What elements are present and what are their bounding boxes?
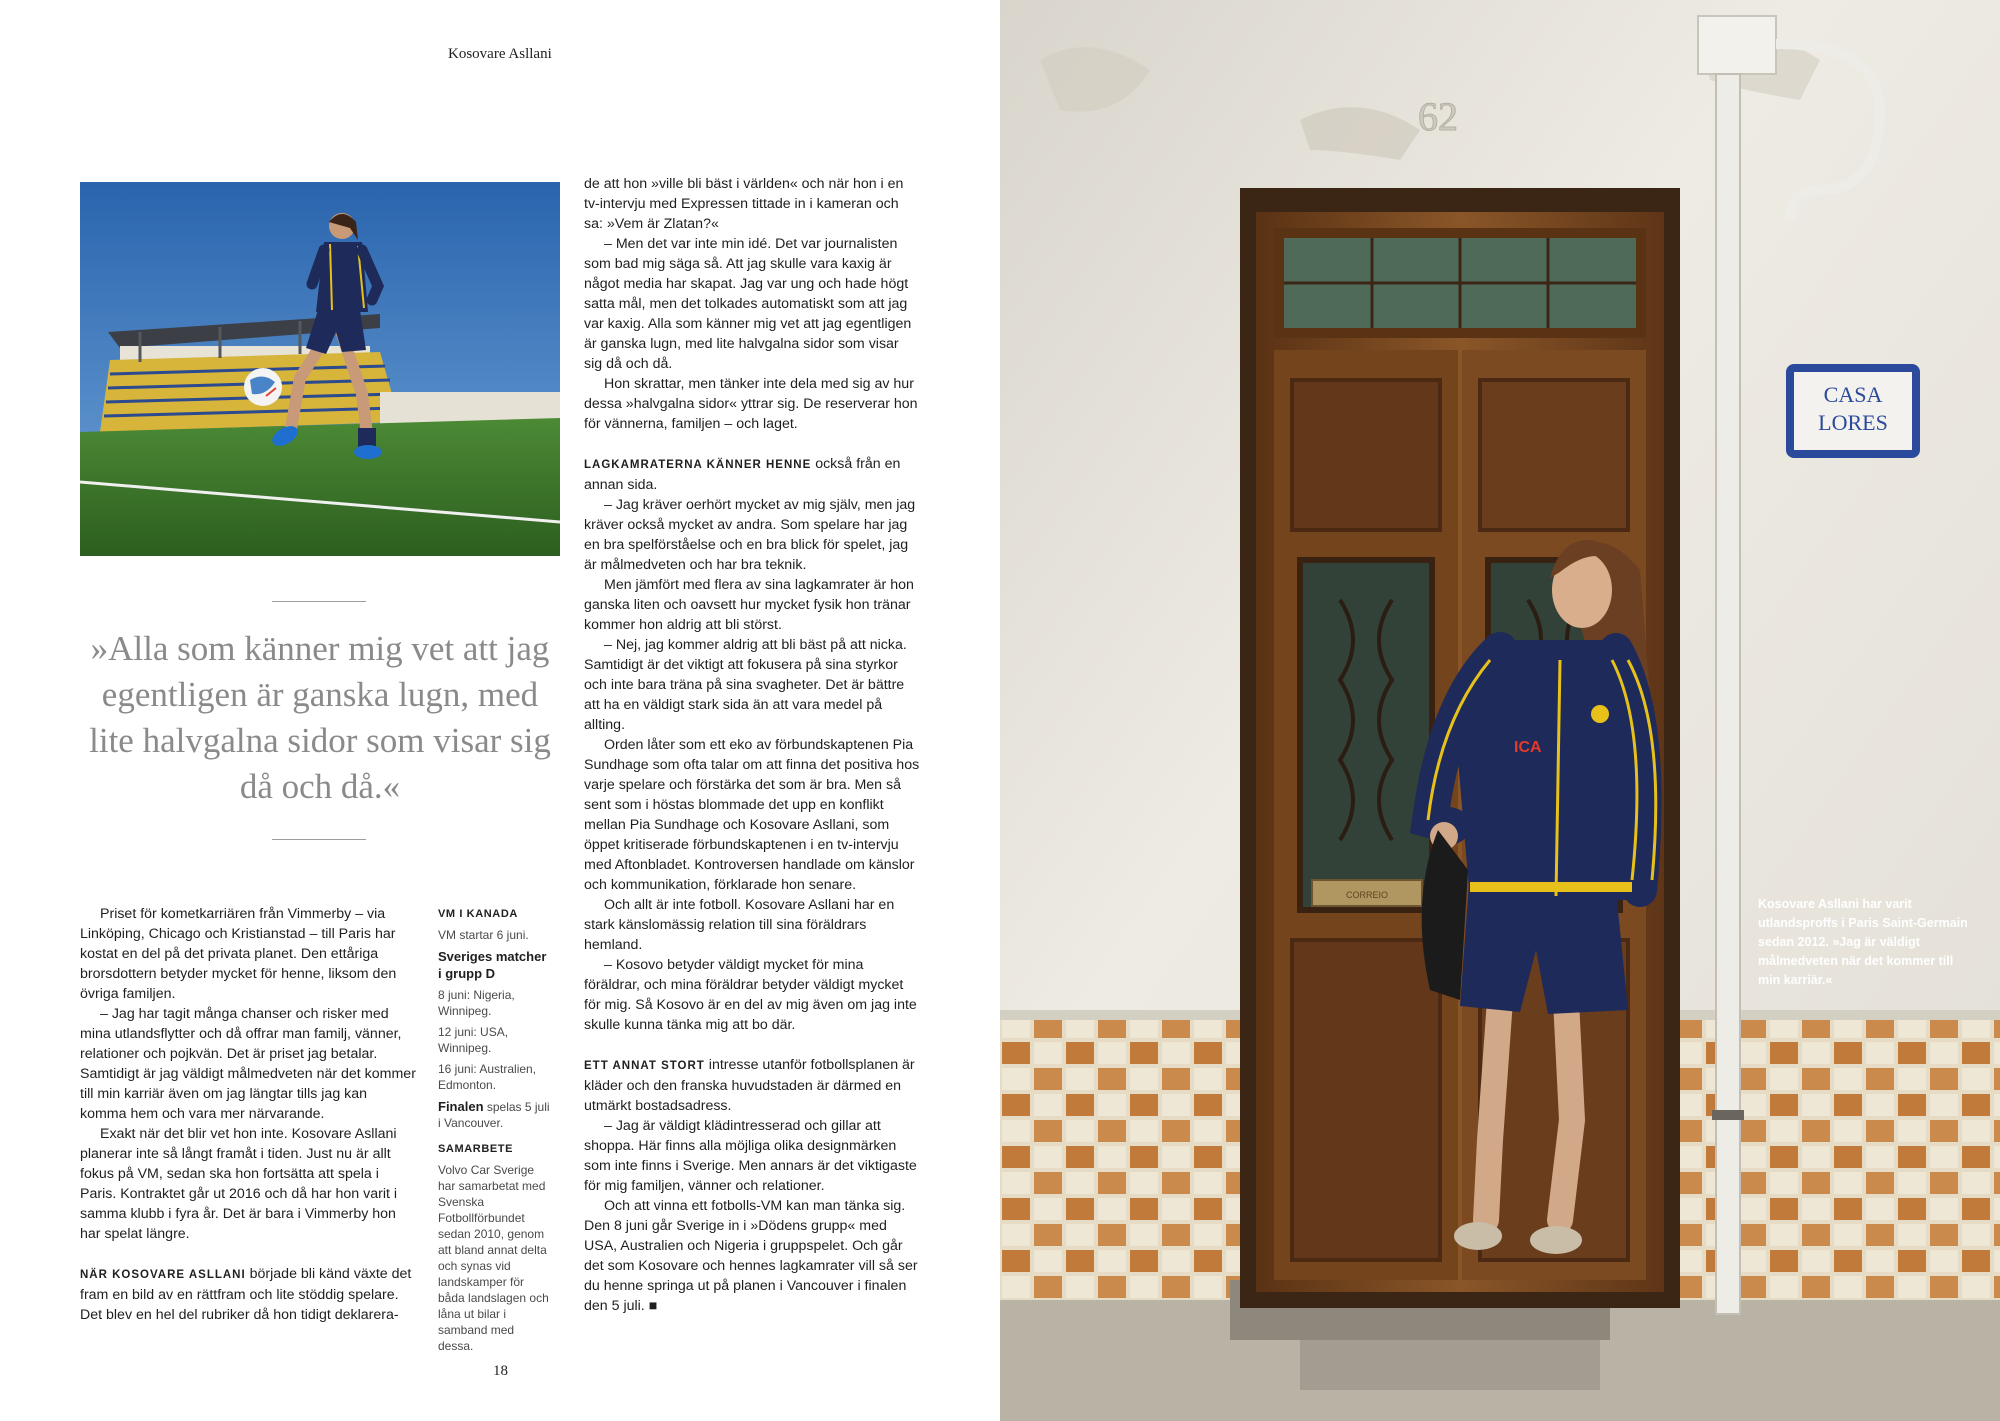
factbox-partner-heading: SAMARBETE (438, 1143, 514, 1155)
paragraph: Hon skrattar, men tänker inte dela med sig av hur dessa »halvgalna sidor« yttrar sig. De reserverar hon för vännerna, familjen – och laget. (584, 376, 918, 432)
pullquote-rule-top (272, 601, 366, 602)
factbox-match: 12 juni: USA, Winnipeg. (438, 1025, 509, 1055)
inset-photo-illustration (80, 182, 560, 556)
factbox-final (438, 1098, 550, 1131)
section-kicker: ETT ANNAT STORT (584, 1060, 705, 1072)
section-paragraph (584, 454, 920, 495)
factbox-final-text: spelas 5 juli i Vancouver. (438, 1100, 550, 1130)
factbox-group-heading: Sveriges matcher i grupp D (438, 949, 547, 981)
paragraph: Men jämfört med flera av sina lagkamrater är hon ganska liten och oavsett hur mycket fysik hon tränar kommer hon aldrig att bli störst. (584, 577, 914, 633)
pullquote: »Alla som känner mig vet att jag egentligen är ganska lugn, med lite halvgalna sidor som visar sig då och då.« (89, 629, 551, 806)
pullquote-rule-bottom (272, 839, 366, 840)
inset-photo-football-player (80, 182, 560, 556)
article-column-1 (80, 904, 416, 1325)
sign-line-1: CASA (1823, 382, 1883, 407)
house-number: 62 (1418, 94, 1458, 139)
factbox-heading: VM I KANADA (438, 908, 518, 920)
section-kicker: LAGKAMRATERNA KÄNNER HENNE (584, 459, 812, 471)
paragraph: Priset för kometkarriären från Vimmerby – via Linköping, Chicago och Kristianstad – till Paris har kostat en del på det privata planet. Den ettåriga brorsdottern betyder mycket för henne, liksom den övriga familjen. (80, 906, 397, 1002)
photo-caption: Kosovare Asllani har varit utlandsproffs i Paris Saint-Germain sedan 2012. »Jag är väldigt målmedveten när det kommer till min karriär.« (1758, 897, 1968, 987)
section-kicker: NÄR KOSOVARE ASLLANI (80, 1269, 246, 1281)
section-paragraph (80, 1264, 416, 1325)
article-column-2 (584, 174, 920, 1316)
factbox (438, 906, 550, 1359)
mailbox-label: CORREIO (1345, 890, 1389, 900)
paragraph: Och att vinna ett fotbolls-VM kan man tänka sig. Den 8 juni går Sverige in i »Dödens grupp« med USA, Australien och Nigeria i gruppspelet. Och går det som Kosovare och hennes lagkamrater vill så ser du henne springa ut på planen i Vancouver i finalen den 5 juli. ■ (584, 1198, 918, 1314)
paragraph: Och allt är inte fotboll. Kosovare Asllani har en stark känslomässig relation till sina föräldrars hemland. (584, 897, 895, 953)
section-paragraph (584, 1055, 920, 1116)
paragraph: Exakt när det blir vet hon inte. Kosovare Asllani planerar inte så långt framåt i tiden. Just nu är allt fokus på VM, sedan ska hon fortsätta att spela i Paris. Kontraktet går ut 2016 och då har hon varit i samma klubb i fyra år. Det är bara i Vimmerby hon har spelat längre. (80, 1126, 398, 1242)
paragraph: – Jag är väldigt klädintresserad och gillar att shoppa. Här finns alla möjliga olika designmärken som inte finns i Sverige. Men annars är det viktigaste för mig familjen, vänner och relationer. (584, 1118, 917, 1194)
factbox-match: 16 juni: Australien, Edmonton. (438, 1062, 537, 1092)
paragraph: – Kosovo betyder väldigt mycket för mina föräldrar, och mina föräldrar betyder väldigt mycket för mig. Så Kosovo är en del av mig även om jag inte skulle kunna tänka mig att bo där. (584, 957, 917, 1033)
paragraph: – Jag kräver oerhört mycket av mig själv, men jag kräver också mycket av andra. Som spelare har jag en bra spelförståelse och en bra blick för spelet, jag är målmedveten och har bra teknik. (584, 497, 916, 573)
section-text: intresse utanför fotbollsplanen är kläder och den franska huvudstaden är därmed en utmärkt bostadsadress. (584, 1057, 915, 1114)
paragraph: de att hon »ville bli bäst i världen« och när hon i en tv-intervju med Expressen tittade in i kameran och sa: »Vem är Zlatan?« (584, 176, 904, 232)
running-head: Kosovare Asllani (448, 46, 552, 62)
factbox-partner-text: Volvo Car Sverige har samarbetat med Svenska Fotbollförbundet sedan 2010, genom att bland annat delta och synas vid landskamper för båda landslagen och låna ut bilar i samband med dessa. (438, 1163, 549, 1353)
paragraph: Orden låter som ett eko av förbundskaptenen Pia Sundhage som ofta talar om att finna det positiva hos varje spelare och förstärka det som är bra. Men så sent som i höstas blommade det upp en konflikt mellan Pia Sundhage och Kosovare Asllani, som öppet kritiserade förbundskaptenen i en tv-intervju med Aftonbladet. Kontroversen handlade om känslor och kommunikation, förklarade hon senare. (584, 737, 920, 893)
factbox-match: 8 juni: Nigeria, Winnipeg. (438, 988, 515, 1018)
factbox-final-bold: Finalen (438, 1099, 484, 1114)
jacket-sponsor: ICA (1514, 739, 1542, 756)
sign-line-2: LORES (1818, 410, 1888, 435)
factbox-start: VM startar 6 juni. (438, 928, 529, 942)
page-number: 18 (493, 1363, 508, 1379)
paragraph: – Nej, jag kommer aldrig att bli bäst på att nicka. Samtidigt är det viktigt att fokusera på sina styrkor och inte bara träna på sina svagheter. Det är bättre att ha en väldigt stark sida än att vara medel på allting. (584, 637, 907, 733)
paragraph: – Jag har tagit många chanser och risker med mina utlandsflytter och då offrar man familj, vänner, relationer och pojkvän. Det är priset jag betalar. Samtidigt är jag väldigt målmedveten när det kommer till min karriär även om jag längtar tills jag kan komma hem och vara mer närvarande. (80, 1006, 416, 1122)
paragraph: – Men det var inte min idé. Det var journalisten som bad mig säga så. Att jag skulle vara kaxig är något media har skapat. Jag var ung och hade högt satta mål, men det tolkades automatiskt som att jag var kaxig. Alla som känner mig vet att jag egentligen är ganska lugn, med lite halvgalna sidor som visar sig då och då. (584, 236, 912, 372)
right-page-photo (1000, 0, 2000, 1421)
portrait-photo-illustration (1000, 0, 2000, 1421)
section-text: började bli känd växte det fram en bild av en rättfram och lite stöddig spelare. Det blev en hel del rubriker då hon tidigt deklarera- (80, 1266, 412, 1323)
section-text: också från en annan sida. (584, 456, 901, 493)
